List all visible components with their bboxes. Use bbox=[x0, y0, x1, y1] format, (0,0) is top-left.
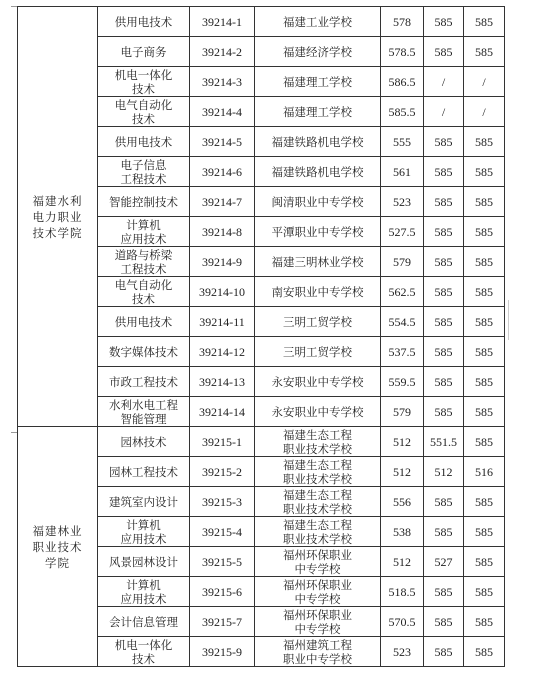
partner-school-cell: 永安职业中专学校 bbox=[255, 397, 381, 427]
score-cell: 585 bbox=[464, 637, 505, 667]
major-cell: 供用电技术 bbox=[98, 127, 190, 157]
partner-school-cell: 福州环保职业 中专学校 bbox=[255, 607, 381, 637]
score-cell: 586.5 bbox=[381, 67, 424, 97]
school-name-cell: 福建水利 电力职业 技术学院 bbox=[18, 7, 98, 427]
code-cell: 39214-14 bbox=[190, 397, 255, 427]
margin-rule bbox=[508, 300, 510, 340]
score-cell: 585 bbox=[424, 307, 464, 337]
partner-school-cell: 福建生态工程 职业技术学校 bbox=[255, 427, 381, 457]
score-cell: 585 bbox=[464, 577, 505, 607]
score-cell: 585 bbox=[464, 427, 505, 457]
score-cell: 512 bbox=[381, 427, 424, 457]
score-cell: 585 bbox=[464, 397, 505, 427]
code-cell: 39214-12 bbox=[190, 337, 255, 367]
major-cell: 园林工程技术 bbox=[98, 457, 190, 487]
score-cell: 585 bbox=[424, 577, 464, 607]
margin-mark bbox=[11, 6, 17, 7]
score-cell: 585 bbox=[424, 217, 464, 247]
score-cell: / bbox=[424, 67, 464, 97]
code-cell: 39214-13 bbox=[190, 367, 255, 397]
score-cell: 578 bbox=[381, 7, 424, 37]
code-cell: 39215-3 bbox=[190, 487, 255, 517]
partner-school-cell: 福建生态工程 职业技术学校 bbox=[255, 517, 381, 547]
score-cell: 527 bbox=[424, 547, 464, 577]
score-cell: 578.5 bbox=[381, 37, 424, 67]
major-cell: 电气自动化 技术 bbox=[98, 97, 190, 127]
score-cell: 554.5 bbox=[381, 307, 424, 337]
partner-school-cell: 福建铁路机电学校 bbox=[255, 157, 381, 187]
score-cell: 561 bbox=[381, 157, 424, 187]
score-cell: 570.5 bbox=[381, 607, 424, 637]
major-cell: 供用电技术 bbox=[98, 307, 190, 337]
code-cell: 39214-7 bbox=[190, 187, 255, 217]
score-cell: 585 bbox=[424, 247, 464, 277]
score-cell: 585 bbox=[424, 637, 464, 667]
major-cell: 机电一体化 技术 bbox=[98, 67, 190, 97]
score-cell: 585 bbox=[464, 37, 505, 67]
score-cell: 585 bbox=[424, 277, 464, 307]
score-cell: 523 bbox=[381, 637, 424, 667]
score-cell: 585 bbox=[424, 157, 464, 187]
major-cell: 道路与桥梁 工程技术 bbox=[98, 247, 190, 277]
partner-school-cell: 福建铁路机电学校 bbox=[255, 127, 381, 157]
score-cell: 585 bbox=[464, 487, 505, 517]
partner-school-cell: 福建经济学校 bbox=[255, 37, 381, 67]
score-cell: / bbox=[464, 97, 505, 127]
score-cell: 512 bbox=[381, 547, 424, 577]
code-cell: 39215-1 bbox=[190, 427, 255, 457]
score-cell: 585 bbox=[464, 157, 505, 187]
code-cell: 39214-10 bbox=[190, 277, 255, 307]
score-cell: 585 bbox=[424, 7, 464, 37]
score-cell: 585 bbox=[464, 547, 505, 577]
partner-school-cell: 福建理工学校 bbox=[255, 67, 381, 97]
table-row bbox=[18, 7, 505, 37]
major-cell: 电子信息 工程技术 bbox=[98, 157, 190, 187]
score-cell: 585 bbox=[424, 187, 464, 217]
major-cell: 建筑室内设计 bbox=[98, 487, 190, 517]
major-cell: 电子商务 bbox=[98, 37, 190, 67]
partner-school-cell: 福州建筑工程 职业中专学校 bbox=[255, 637, 381, 667]
score-cell: 512 bbox=[381, 457, 424, 487]
major-cell: 计算机 应用技术 bbox=[98, 577, 190, 607]
partner-school-cell: 永安职业中专学校 bbox=[255, 367, 381, 397]
score-cell: 585 bbox=[464, 367, 505, 397]
table-body bbox=[18, 7, 505, 667]
score-cell: 585.5 bbox=[381, 97, 424, 127]
score-cell: 585 bbox=[464, 337, 505, 367]
major-cell: 电气自动化 技术 bbox=[98, 277, 190, 307]
score-cell: 585 bbox=[424, 397, 464, 427]
score-cell: 585 bbox=[464, 307, 505, 337]
score-cell: 559.5 bbox=[381, 367, 424, 397]
code-cell: 39215-5 bbox=[190, 547, 255, 577]
score-cell: 562.5 bbox=[381, 277, 424, 307]
major-cell: 供用电技术 bbox=[98, 7, 190, 37]
partner-school-cell: 福建生态工程 职业技术学校 bbox=[255, 457, 381, 487]
code-cell: 39214-9 bbox=[190, 247, 255, 277]
score-cell: 585 bbox=[464, 607, 505, 637]
partner-school-cell: 平潭职业中专学校 bbox=[255, 217, 381, 247]
score-cell: 585 bbox=[424, 367, 464, 397]
score-cell: 585 bbox=[464, 517, 505, 547]
code-cell: 39214-2 bbox=[190, 37, 255, 67]
major-cell: 计算机 应用技术 bbox=[98, 217, 190, 247]
partner-school-cell: 福州环保职业 中专学校 bbox=[255, 577, 381, 607]
score-cell: 579 bbox=[381, 397, 424, 427]
table-row bbox=[18, 427, 505, 457]
score-cell: 518.5 bbox=[381, 577, 424, 607]
code-cell: 39215-6 bbox=[190, 577, 255, 607]
school-name-cell: 福建林业 职业技术 学院 bbox=[18, 427, 98, 667]
major-cell: 会计信息管理 bbox=[98, 607, 190, 637]
score-cell: / bbox=[424, 97, 464, 127]
score-cell: 537.5 bbox=[381, 337, 424, 367]
score-cell: 551.5 bbox=[424, 427, 464, 457]
score-cell: 538 bbox=[381, 517, 424, 547]
code-cell: 39215-2 bbox=[190, 457, 255, 487]
major-cell: 计算机 应用技术 bbox=[98, 517, 190, 547]
major-cell: 数字媒体技术 bbox=[98, 337, 190, 367]
partner-school-cell: 闽清职业中专学校 bbox=[255, 187, 381, 217]
score-cell: 585 bbox=[464, 127, 505, 157]
score-cell: 585 bbox=[464, 217, 505, 247]
score-cell: 512 bbox=[424, 457, 464, 487]
code-cell: 39214-1 bbox=[190, 7, 255, 37]
margin-mark bbox=[11, 432, 17, 433]
code-cell: 39215-7 bbox=[190, 607, 255, 637]
partner-school-cell: 福建三明林业学校 bbox=[255, 247, 381, 277]
code-cell: 39215-4 bbox=[190, 517, 255, 547]
admission-score-table bbox=[17, 6, 505, 667]
score-cell: 585 bbox=[464, 187, 505, 217]
score-cell: 585 bbox=[424, 337, 464, 367]
partner-school-cell: 福建理工学校 bbox=[255, 97, 381, 127]
score-cell: 585 bbox=[464, 247, 505, 277]
score-cell: 516 bbox=[464, 457, 505, 487]
code-cell: 39214-3 bbox=[190, 67, 255, 97]
partner-school-cell: 三明工贸学校 bbox=[255, 307, 381, 337]
score-cell: 527.5 bbox=[381, 217, 424, 247]
code-cell: 39214-11 bbox=[190, 307, 255, 337]
partner-school-cell: 三明工贸学校 bbox=[255, 337, 381, 367]
major-cell: 智能控制技术 bbox=[98, 187, 190, 217]
major-cell: 市政工程技术 bbox=[98, 367, 190, 397]
score-cell: 585 bbox=[424, 607, 464, 637]
score-cell: 585 bbox=[424, 517, 464, 547]
score-cell: 579 bbox=[381, 247, 424, 277]
score-cell: 585 bbox=[424, 487, 464, 517]
code-cell: 39214-8 bbox=[190, 217, 255, 247]
code-cell: 39214-5 bbox=[190, 127, 255, 157]
score-cell: 585 bbox=[424, 127, 464, 157]
score-cell: / bbox=[464, 67, 505, 97]
score-cell: 585 bbox=[424, 37, 464, 67]
code-cell: 39215-9 bbox=[190, 637, 255, 667]
score-cell: 555 bbox=[381, 127, 424, 157]
partner-school-cell: 福建工业学校 bbox=[255, 7, 381, 37]
major-cell: 园林技术 bbox=[98, 427, 190, 457]
partner-school-cell: 福州环保职业 中专学校 bbox=[255, 547, 381, 577]
score-cell: 585 bbox=[464, 7, 505, 37]
score-cell: 556 bbox=[381, 487, 424, 517]
code-cell: 39214-4 bbox=[190, 97, 255, 127]
score-cell: 523 bbox=[381, 187, 424, 217]
major-cell: 机电一体化 技术 bbox=[98, 637, 190, 667]
major-cell: 风景园林设计 bbox=[98, 547, 190, 577]
score-cell: 585 bbox=[464, 277, 505, 307]
major-cell: 水利水电工程 智能管理 bbox=[98, 397, 190, 427]
code-cell: 39214-6 bbox=[190, 157, 255, 187]
partner-school-cell: 南安职业中专学校 bbox=[255, 277, 381, 307]
partner-school-cell: 福建生态工程 职业技术学校 bbox=[255, 487, 381, 517]
